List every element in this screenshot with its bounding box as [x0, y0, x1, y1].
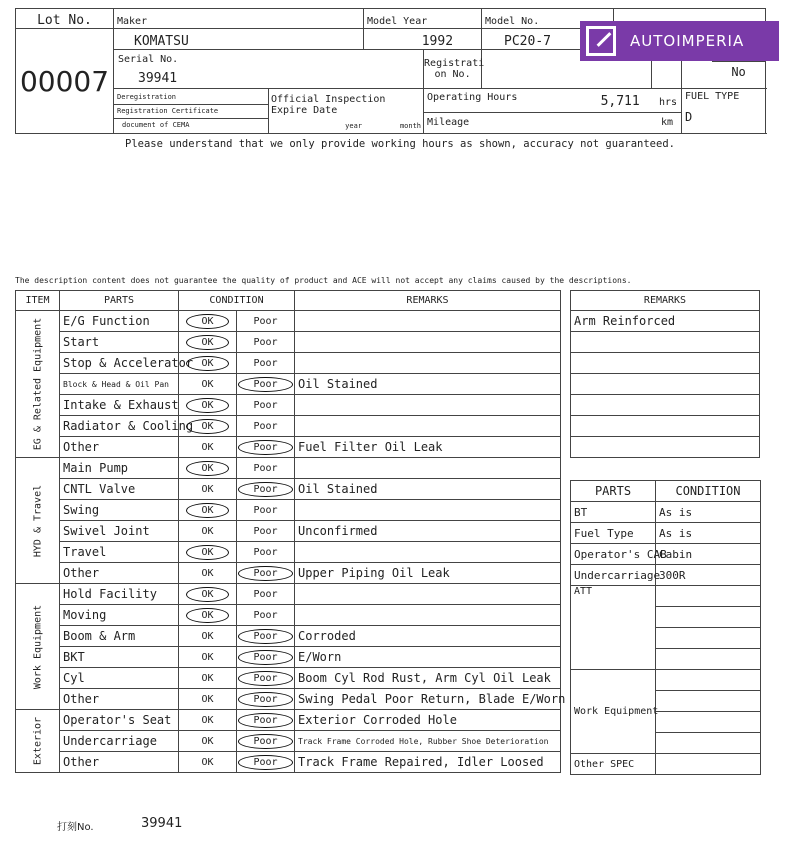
remark-cell: Exterior Corroded Hole: [295, 710, 561, 731]
condition-poor: Poor: [237, 731, 295, 752]
condition-ok: OK: [179, 500, 237, 521]
table-row: [16, 458, 561, 479]
part-name: Other: [60, 689, 179, 710]
condition-ok: OK: [179, 374, 237, 395]
logo-mark-icon: [586, 26, 616, 56]
remark-cell: [295, 500, 561, 521]
condition-poor: Poor: [237, 689, 295, 710]
table-row: [16, 500, 561, 521]
side-remark-row: [571, 332, 760, 353]
table-row: [16, 374, 561, 395]
table-row: [16, 584, 561, 605]
condition-poor: Poor: [237, 563, 295, 584]
table-row: [16, 395, 561, 416]
table-row: [16, 668, 561, 689]
condition-ok: OK: [179, 458, 237, 479]
part-name: Swing: [60, 500, 179, 521]
condition-ok: OK: [179, 416, 237, 437]
side-condition-header: CONDITION: [656, 481, 761, 502]
maker-label: Maker: [114, 9, 364, 29]
maker-value: KOMATSU: [114, 29, 364, 50]
remark-cell: Track Frame Repaired, Idler Loosed: [295, 752, 561, 773]
remark-cell: [295, 416, 561, 437]
remark-cell: Track Frame Corroded Hole, Rubber Shoe Deterioration: [295, 731, 561, 752]
operating-hours-cell: Operating Hours 5,711 hrs Mileage km: [424, 89, 682, 134]
model-year-value: 1992: [364, 29, 482, 50]
remark-cell: [295, 542, 561, 563]
condition-ok: OK: [179, 311, 237, 332]
table-row: [16, 563, 561, 584]
condition-table: [15, 290, 566, 773]
remark-cell: Swing Pedal Poor Return, Blade E/Worn: [295, 689, 561, 710]
part-name: Swivel Joint: [60, 521, 179, 542]
condition-poor: Poor: [237, 752, 295, 773]
condition-poor: Poor: [237, 332, 295, 353]
table-row: [16, 605, 561, 626]
part-name: E/G Function: [60, 311, 179, 332]
condition-poor: Poor: [237, 542, 295, 563]
side-remark-row: [571, 374, 760, 395]
condition-ok: OK: [179, 437, 237, 458]
lot-label: Lot No.: [16, 9, 114, 29]
side-remark-row: [571, 395, 760, 416]
condition-poor: Poor: [237, 374, 295, 395]
condition-ok: OK: [179, 710, 237, 731]
table-row: [571, 523, 761, 544]
condition-ok: OK: [179, 626, 237, 647]
remark-cell: Unconfirmed: [295, 521, 561, 542]
condition-ok: OK: [179, 731, 237, 752]
header-remarks: REMARKS: [295, 291, 561, 311]
condition-poor: Poor: [237, 605, 295, 626]
condition-poor: Poor: [237, 521, 295, 542]
condition-poor: Poor: [237, 458, 295, 479]
side-parts-header: PARTS: [571, 481, 656, 502]
part-name: Start: [60, 332, 179, 353]
condition-poor: Poor: [237, 353, 295, 374]
header-item: ITEM: [16, 291, 60, 311]
condition-ok: OK: [179, 332, 237, 353]
remark-cell: [295, 458, 561, 479]
side-remarks-table: [570, 290, 760, 458]
part-name: Boom & Arm: [60, 626, 179, 647]
side-part-condition: As is: [656, 502, 761, 523]
table-row: [16, 437, 561, 458]
remark-cell: Corroded: [295, 626, 561, 647]
remark-cell: Oil Stained: [295, 374, 561, 395]
part-name: Stop & Accelerator: [60, 353, 179, 374]
condition-ok: OK: [179, 521, 237, 542]
part-name: Moving: [60, 605, 179, 626]
part-name: BKT: [60, 647, 179, 668]
table-row: [16, 626, 561, 647]
table-row: [16, 332, 561, 353]
condition-poor: Poor: [237, 710, 295, 731]
table-row: [16, 311, 561, 332]
side-part-condition: Cabin: [656, 544, 761, 565]
att-label: ATT: [571, 586, 656, 670]
condition-poor: Poor: [237, 668, 295, 689]
table-row: [16, 689, 561, 710]
remark-cell: [295, 584, 561, 605]
condition-poor: Poor: [237, 479, 295, 500]
work-equipment-label: Work Equipment: [571, 670, 656, 754]
table-row: [16, 647, 561, 668]
remark-cell: [295, 395, 561, 416]
header-parts: PARTS: [60, 291, 179, 311]
remark-cell: [295, 311, 561, 332]
group-label: Exterior: [16, 710, 60, 773]
stamp-number-label: 打刻No.: [57, 822, 94, 833]
group-label: EG & Related Equipment: [16, 311, 60, 458]
condition-poor: Poor: [237, 584, 295, 605]
remark-cell: [295, 605, 561, 626]
side-remark-row: [571, 416, 760, 437]
part-name: Operator's Seat: [60, 710, 179, 731]
accuracy-notice: Please understand that we only provide working hours as shown, accuracy not guaranteed.: [125, 138, 675, 150]
part-name: Other: [60, 437, 179, 458]
table-row: [16, 710, 561, 731]
condition-poor: Poor: [237, 626, 295, 647]
remark-cell: Fuel Filter Oil Leak: [295, 437, 561, 458]
stamp-number-value: 39941: [141, 816, 183, 831]
lot-number: 00007: [16, 29, 114, 134]
part-name: Other: [60, 752, 179, 773]
condition-ok: OK: [179, 563, 237, 584]
condition-poor: Poor: [237, 647, 295, 668]
part-name: Undercarriage: [60, 731, 179, 752]
table-row: [16, 731, 561, 752]
side-remark-row: Arm Reinforced: [571, 311, 760, 332]
inspection-cell: Official Inspection Expire Date year month: [269, 89, 424, 134]
side-part-name: Operator's CAB: [571, 544, 656, 565]
part-name: Radiator & Cooling: [60, 416, 179, 437]
autoimperia-logo: AUTOIMPERIA: [580, 21, 779, 61]
part-name: Hold Facility: [60, 584, 179, 605]
part-name: Intake & Exhaust: [60, 395, 179, 416]
part-name: Other: [60, 563, 179, 584]
side-part-name: Undercarriage: [571, 565, 656, 586]
side-remark-row: [571, 353, 760, 374]
remark-cell: Boom Cyl Rod Rust, Arm Cyl Oil Leak: [295, 668, 561, 689]
part-name: Travel: [60, 542, 179, 563]
condition-ok: OK: [179, 647, 237, 668]
side-part-name: Fuel Type: [571, 523, 656, 544]
condition-ok: OK: [179, 668, 237, 689]
table-row: [571, 502, 761, 523]
table-row: [16, 416, 561, 437]
table-row: [16, 542, 561, 563]
side-remarks-header: REMARKS: [571, 291, 760, 311]
condition-ok: OK: [179, 353, 237, 374]
remark-cell: [295, 353, 561, 374]
condition-ok: OK: [179, 395, 237, 416]
ac-cell: No: [682, 50, 766, 89]
table-row: [571, 544, 761, 565]
condition-poor: Poor: [237, 437, 295, 458]
condition-poor: Poor: [237, 311, 295, 332]
condition-ok: OK: [179, 605, 237, 626]
condition-ok: OK: [179, 689, 237, 710]
part-name: Cyl: [60, 668, 179, 689]
condition-poor: Poor: [237, 395, 295, 416]
side-parts-table: [570, 480, 761, 775]
remark-cell: Upper Piping Oil Leak: [295, 563, 561, 584]
remark-cell: Oil Stained: [295, 479, 561, 500]
remark-cell: E/Worn: [295, 647, 561, 668]
table-row: [571, 565, 761, 586]
condition-poor: Poor: [237, 416, 295, 437]
group-label: HYD & Travel: [16, 458, 60, 584]
remark-cell: [295, 332, 561, 353]
part-name: Main Pump: [60, 458, 179, 479]
model-no-value: PC20-7: [482, 29, 614, 50]
serial-number: Serial No. 39941: [114, 50, 424, 89]
side-remark-row: [571, 437, 760, 458]
part-name: Block & Head & Oil Pan: [60, 374, 179, 395]
table-row: [16, 752, 561, 773]
registration-label: Registrati on No.: [424, 50, 482, 89]
model-year-label: Model Year: [364, 9, 482, 29]
model-no-label: Model No.: [482, 9, 614, 29]
header-condition: CONDITION: [179, 291, 295, 311]
condition-ok: OK: [179, 542, 237, 563]
condition-poor: Poor: [237, 500, 295, 521]
part-name: CNTL Valve: [60, 479, 179, 500]
other-spec-label: Other SPEC: [571, 754, 656, 775]
table-row: [16, 353, 561, 374]
side-part-name: BT: [571, 502, 656, 523]
deregistration-cell: Deregistration Registration Certificate document of CEMA: [114, 89, 269, 134]
disclaimer: The description content does not guarantee the quality of product and ACE will not accept any claims caused by the descriptions.: [15, 276, 632, 285]
table-row: [16, 521, 561, 542]
table-row: [16, 479, 561, 500]
side-part-condition: 300R: [656, 565, 761, 586]
group-label: Work Equipment: [16, 584, 60, 710]
fuel-type-cell: FUEL TYPE D: [682, 89, 766, 134]
condition-ok: OK: [179, 584, 237, 605]
condition-ok: OK: [179, 752, 237, 773]
side-part-condition: As is: [656, 523, 761, 544]
condition-ok: OK: [179, 479, 237, 500]
